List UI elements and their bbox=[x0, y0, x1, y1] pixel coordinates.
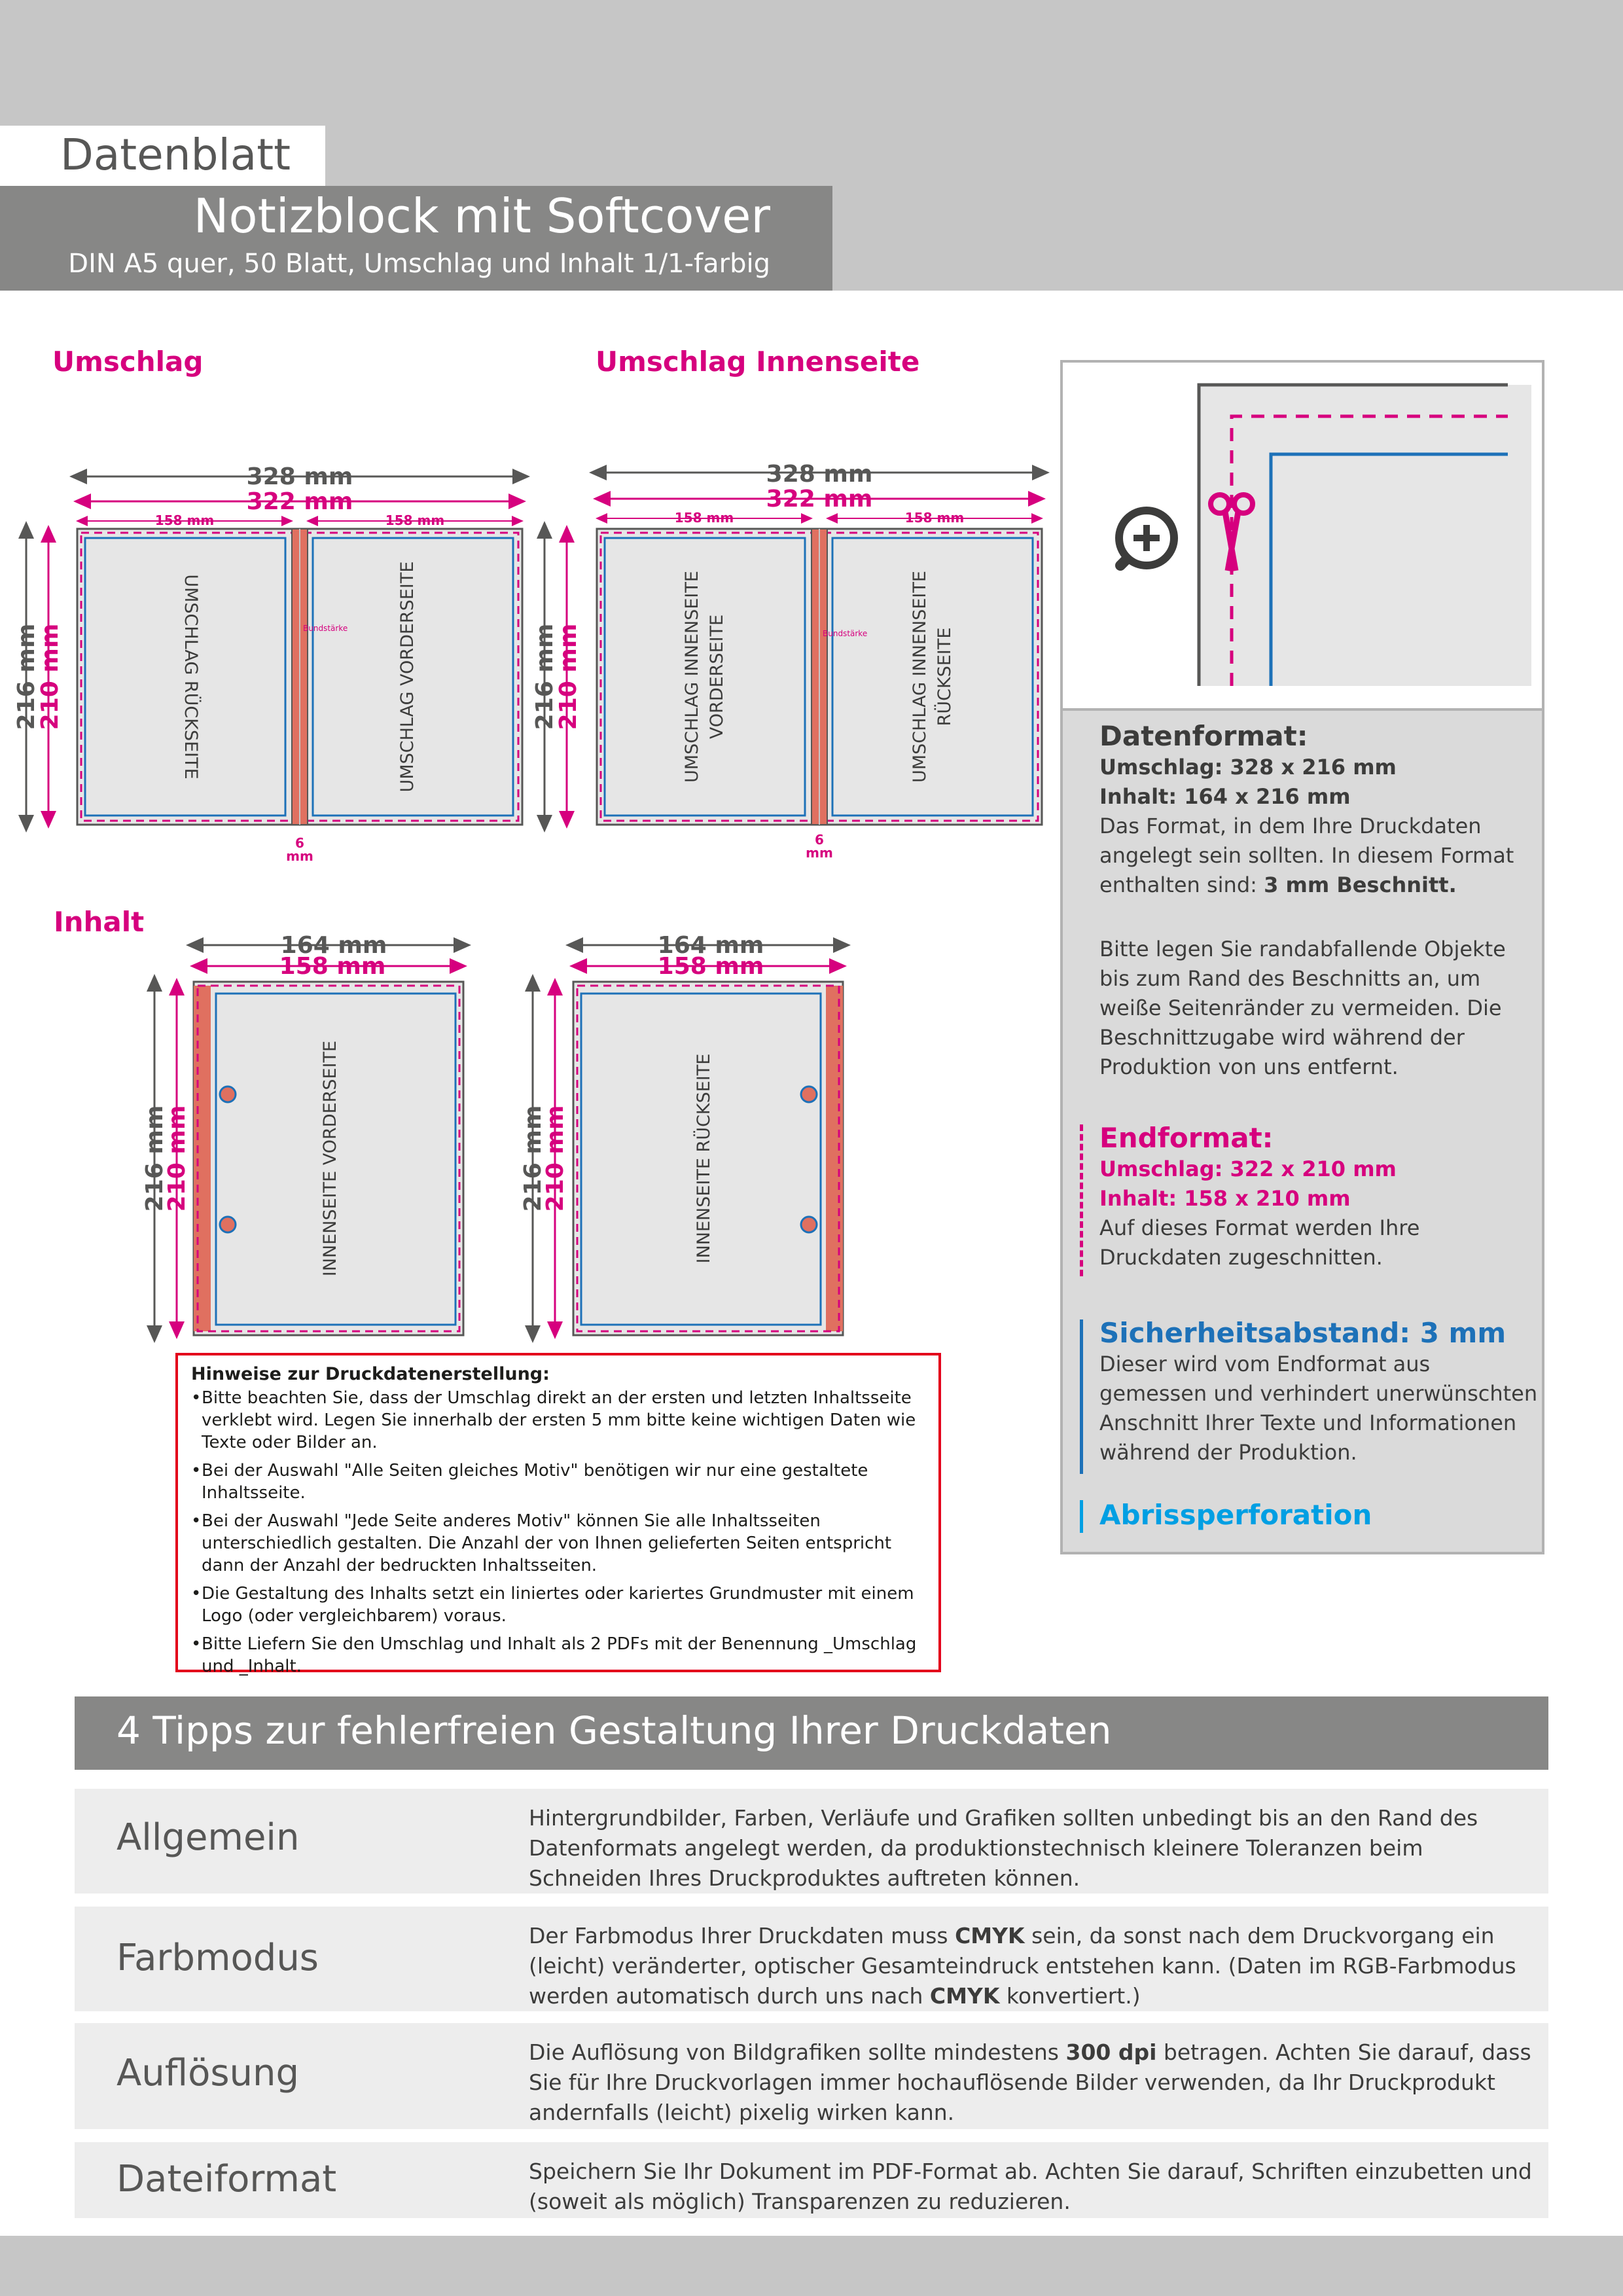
section-umschlag: Umschlag bbox=[52, 346, 204, 378]
magnifier-icon bbox=[1119, 511, 1174, 565]
perforation-hole bbox=[220, 1217, 236, 1232]
list-item: • Bei der Auswahl "Jede Seite anderes Motiv" können Sie alle Inhaltsseiten unterschiedlich gestalten. Die Anzahl der von Ihnen gelieferten Seiten entspricht dann der Anzahl der bedruckten Inhaltsseiten. bbox=[191, 1510, 924, 1577]
tips-heading: 4 Tipps zur fehlerfreien Gestaltung Ihrer Druckdaten bbox=[116, 1708, 1112, 1753]
tip-row-farbmodus bbox=[75, 1907, 1548, 2011]
content-front-outer-height: 216 mm bbox=[141, 1105, 168, 1212]
content-back-diagram bbox=[520, 932, 843, 1335]
print-notes-box bbox=[175, 1353, 941, 1676]
datenformat-cover: Umschlag: 328 x 216 mm bbox=[1099, 755, 1397, 780]
notes-title: Hinweise zur Druckdatenerstellung: bbox=[191, 1364, 550, 1384]
cover-inner-right-label-2: RÜCKSEITE bbox=[935, 627, 955, 726]
cover-trim-width: 322 mm bbox=[246, 488, 353, 515]
endformat-title: Endformat: bbox=[1099, 1122, 1274, 1154]
tips-heading-bar bbox=[75, 1696, 1548, 1770]
content-front-outer-width: 164 mm bbox=[280, 932, 387, 959]
tip-title: Farbmodus bbox=[116, 1937, 319, 1979]
list-item: • Bitte beachten Sie, dass der Umschlag direkt an der ersten und letzten Inhaltsseite verklebt wird. Legen Sie innerhalb der ersten 5 mm bitte keine wichtigen Daten wie Texte oder Bilder an. bbox=[191, 1387, 924, 1454]
cover-inner-outer-width: 328 mm bbox=[766, 461, 873, 488]
content-front-label: INNENSEITE VORDERSEITE bbox=[320, 1040, 340, 1277]
safety-title: Sicherheitsabstand: 3 mm bbox=[1099, 1317, 1507, 1349]
footer-band bbox=[0, 2236, 1623, 2296]
content-back-trim-height: 210 mm bbox=[542, 1105, 569, 1212]
content-front-trim-height: 210 mm bbox=[164, 1105, 190, 1212]
zoom-detail-graphic bbox=[1063, 363, 1542, 708]
tip-title: Allgemein bbox=[116, 1816, 300, 1859]
section-inhalt: Inhalt bbox=[54, 906, 145, 938]
tip-row-dateiformat bbox=[75, 2142, 1548, 2218]
bleed-description: Bitte legen Sie randabfallende Objekte bis zum Rand des Beschnitts an, um weiße Seitenränder zu vermeiden. Die Beschnittzugabe wird während der Produktion von uns entfernt. bbox=[1099, 937, 1506, 1079]
zoom-detail bbox=[1063, 363, 1542, 711]
endformat-content: Inhalt: 158 x 210 mm bbox=[1099, 1186, 1351, 1211]
print-layout-diagram bbox=[0, 393, 1060, 1348]
title-box bbox=[0, 186, 832, 291]
info-panel bbox=[1060, 360, 1544, 1554]
page-subtitle: DIN A5 quer, 50 Blatt, Umschlag und Inhalt 1/1-farbig bbox=[68, 249, 770, 279]
cover-outer-height: 216 mm bbox=[13, 623, 40, 730]
datasheet-label-box bbox=[0, 126, 325, 186]
tip-text: Der Farbmodus Ihrer Druckdaten muss CMYK sein, da sonst nach dem Druckvorgang ein (leicht) veränderter, optischer Gesamteindruck entstehen kann. (Daten im RGB-Farbmodus werden automatisch durch uns nach CMYK konvertiert.) bbox=[529, 1923, 1516, 2009]
cover-outside-diagram bbox=[13, 463, 522, 864]
tip-text: Die Auflösung von Bildgrafiken sollte mindestens 300 dpi betragen. Achten Sie darauf, dass Sie für Ihre Druckvorlagen immer hochauflösende Bilder verwenden, da Ihr Druckprodukt andernfalls (leicht) pixelig wirken kann. bbox=[529, 2039, 1531, 2125]
page-title: Notizblock mit Softcover bbox=[193, 188, 770, 243]
spine-label: Bundstärke bbox=[303, 624, 348, 633]
spine-width-1: 6 bbox=[295, 835, 304, 851]
cover-inner-right-label-1: UMSCHLAG INNENSEITE bbox=[910, 571, 930, 783]
datenformat-content: Inhalt: 164 x 216 mm bbox=[1099, 784, 1351, 809]
endformat-marker bbox=[1080, 1124, 1086, 1276]
perforation-marker bbox=[1080, 1500, 1083, 1533]
cover-inside-diagram bbox=[531, 461, 1042, 861]
cover-trim-height: 210 mm bbox=[37, 623, 63, 730]
safety-marker bbox=[1080, 1319, 1083, 1474]
content-back-label: INNENSEITE RÜCKSEITE bbox=[694, 1053, 714, 1264]
cover-inner-left-width: 158 mm bbox=[674, 510, 734, 526]
notes-list bbox=[191, 1387, 924, 1683]
endformat-cover: Umschlag: 322 x 210 mm bbox=[1099, 1157, 1397, 1181]
cover-inner-right-width: 158 mm bbox=[904, 510, 965, 526]
tip-text: Speichern Sie Ihr Dokument im PDF-Format ab. Achten Sie darauf, Schriften einzubetten und (soweit als möglich) Transparenzen zu reduzieren. bbox=[529, 2159, 1532, 2214]
cover-inner-left-safe-area bbox=[605, 538, 805, 816]
content-front-trim-width: 158 mm bbox=[279, 953, 386, 980]
cover-inner-outer-height: 216 mm bbox=[531, 623, 558, 730]
spine-width-2: mm bbox=[286, 848, 313, 864]
perforation-title: Abrissperforation bbox=[1099, 1499, 1372, 1531]
cover-inner-trim-width: 322 mm bbox=[766, 486, 873, 512]
content-back-trim-width: 158 mm bbox=[657, 953, 764, 980]
inner-spine-label: Bundstärke bbox=[823, 629, 868, 638]
section-umschlag-innen: Umschlag Innenseite bbox=[596, 346, 920, 378]
endformat-description: Auf dieses Format werden Ihre Druckdaten zugeschnitten. bbox=[1099, 1215, 1420, 1270]
cover-inner-trim-height: 210 mm bbox=[555, 623, 582, 730]
inner-spine-width-2: mm bbox=[806, 845, 833, 861]
list-item: • Bei der Auswahl "Alle Seiten gleiches Motiv" benötigen wir nur eine gestaltete Inhaltsseite. bbox=[191, 1460, 924, 1504]
tip-row-allgemein bbox=[75, 1789, 1548, 1893]
cover-outer-width: 328 mm bbox=[246, 463, 353, 490]
safety-description: Dieser wird vom Endformat aus gemessen und verhindert unerwünschten Anschnitt Ihrer Texte und Informationen während der Produktion. bbox=[1099, 1352, 1538, 1465]
datenformat-description: Das Format, in dem Ihre Druckdaten angelegt sein sollten. In diesem Format enthalten sind: 3 mm Beschnitt. bbox=[1099, 814, 1514, 897]
cover-inner-left-label-2: VORDERSEITE bbox=[707, 614, 727, 740]
content-back-outer-width: 164 mm bbox=[657, 932, 764, 959]
content-back-glue-strip bbox=[826, 986, 843, 1331]
cover-inner-left-label-1: UMSCHLAG INNENSEITE bbox=[682, 571, 702, 783]
cover-front-width: 158 mm bbox=[385, 512, 445, 528]
datasheet-label: Datenblatt bbox=[60, 130, 291, 180]
cover-inner-right-safe-area bbox=[832, 538, 1033, 816]
datenformat-title: Datenformat: bbox=[1099, 720, 1308, 752]
cover-back-width: 158 mm bbox=[154, 512, 215, 528]
tip-title: Auflösung bbox=[116, 2052, 300, 2094]
content-front-diagram bbox=[141, 932, 463, 1335]
content-front-glue-strip bbox=[194, 986, 211, 1331]
perforation-hole bbox=[801, 1086, 817, 1102]
cover-back-label: UMSCHLAG RÜCKSEITE bbox=[181, 574, 201, 780]
inner-spine-width-1: 6 bbox=[815, 832, 824, 848]
cover-front-label: UMSCHLAG VORDERSEITE bbox=[397, 561, 418, 793]
tip-row-aufloesung bbox=[75, 2023, 1548, 2129]
list-item: • Die Gestaltung des Inhalts setzt ein liniertes oder kariertes Grundmuster mit einem Logo (oder vergleichbarem) voraus. bbox=[191, 1583, 924, 1627]
tip-title: Dateiformat bbox=[116, 2158, 337, 2200]
perforation-hole bbox=[220, 1086, 236, 1102]
list-item: • Bitte Liefern Sie den Umschlag und Inhalt als 2 PDFs mit der Benennung _Umschlag und _Inhalt. bbox=[191, 1633, 924, 1677]
content-back-outer-height: 216 mm bbox=[520, 1105, 546, 1212]
tip-text: Hintergrundbilder, Farben, Verläufe und Grafiken sollten unbedingt bis an den Rand des Datenformats angelegt werden, da produktionstechnisch kleinere Toleranzen beim Schneiden Ihres Druckproduktes auftreten können. bbox=[529, 1805, 1478, 1891]
perforation-hole bbox=[801, 1217, 817, 1232]
